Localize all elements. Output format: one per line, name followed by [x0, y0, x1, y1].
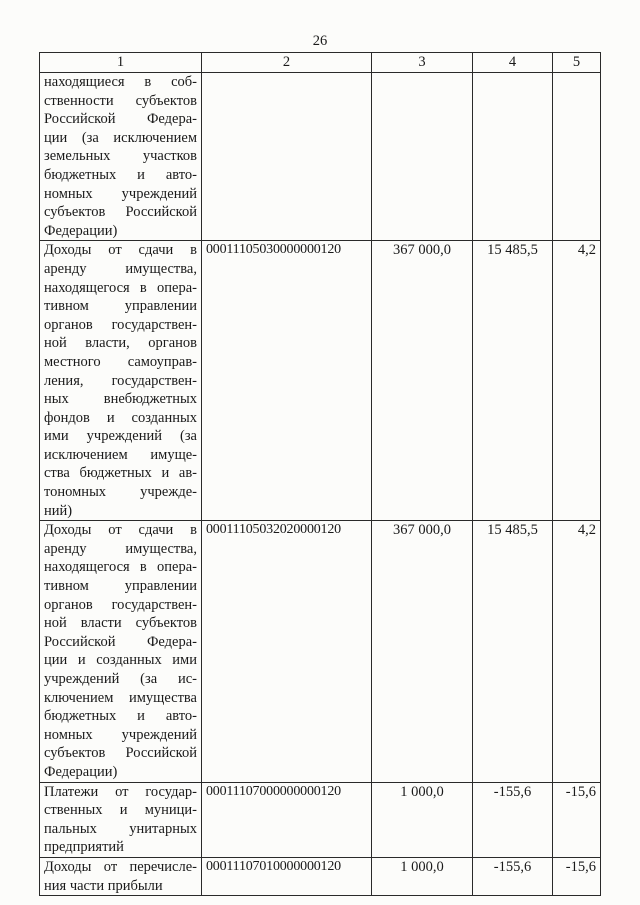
column-header: 4 [473, 53, 553, 73]
description-line: ния части прибыли [44, 877, 163, 894]
description-line: ной власти субъектов [44, 615, 197, 632]
plan-value-cell: 367 000,0 [372, 241, 473, 521]
description-line: предприятий [44, 839, 124, 856]
description-line: тивном управлении [44, 298, 197, 315]
description-line: органов государствен- [44, 316, 197, 333]
description-line: аренду имущества, [44, 540, 197, 557]
budget-code-cell: 00011105032020000120 [202, 521, 372, 782]
budget-table [39, 52, 601, 896]
row-description [40, 73, 202, 241]
budget-code-cell: 00011105030000000120 [202, 241, 372, 521]
description-line: ключением имущества [44, 689, 197, 706]
description-line: бюджетных и авто- [44, 708, 197, 725]
row-description [40, 241, 202, 521]
row-description [40, 782, 202, 857]
percent-cell: 4,2 [553, 521, 601, 782]
description-line: субъектов Российской [44, 204, 197, 221]
budget-code-cell [202, 73, 372, 241]
page-number: 26 [312, 33, 328, 49]
percent-cell: -15,6 [553, 782, 601, 857]
table-row [40, 782, 601, 857]
column-header: 1 [40, 53, 202, 73]
description-line: Доходы от сдачи в [44, 522, 197, 539]
description-line: ства бюджетных и ав- [44, 465, 197, 482]
actual-value-cell: -155,6 [473, 857, 553, 895]
plan-value-cell: 1 000,0 [372, 782, 473, 857]
description-line: аренду имущества, [44, 260, 197, 277]
row-description [40, 521, 202, 782]
description-line: фондов и созданных [44, 409, 197, 426]
description-line: номных учреждений [44, 726, 197, 743]
description-line: находящегося в опера- [44, 279, 197, 296]
description-line: земельных участков [44, 148, 197, 165]
description-line: Платежи от государ- [44, 783, 197, 800]
plan-value-cell: 1 000,0 [372, 857, 473, 895]
description-line: Федерации) [44, 222, 118, 239]
table-row [40, 241, 601, 521]
description-line: ных внебюджетных [44, 391, 197, 408]
table-row [40, 857, 601, 895]
column-header: 5 [553, 53, 601, 73]
row-description [40, 857, 202, 895]
percent-cell [553, 73, 601, 241]
column-header: 3 [372, 53, 473, 73]
description-line: тономных учрежде- [44, 484, 197, 501]
table-row [40, 73, 601, 241]
description-line: местного самоуправ- [44, 353, 197, 370]
actual-value-cell: 15 485,5 [473, 241, 553, 521]
budget-code-cell: 00011107000000000120 [202, 782, 372, 857]
description-line: Российской Федера- [44, 633, 197, 650]
description-line: тивном управлении [44, 578, 197, 595]
description-line: органов государствен- [44, 596, 197, 613]
plan-value-cell: 367 000,0 [372, 521, 473, 782]
description-line: Доходы от сдачи в [44, 242, 197, 259]
description-line: ления, государствен- [44, 372, 197, 389]
actual-value-cell: -155,6 [473, 782, 553, 857]
description-line: ственности субъектов [44, 92, 197, 109]
description-line: находящегося в опера- [44, 559, 197, 576]
description-line: ими учреждений (за [44, 428, 197, 445]
description-line: ний) [44, 502, 73, 519]
description-line: ции и созданных ими [44, 652, 197, 669]
description-line: субъектов Российской [44, 745, 197, 762]
description-line: ственных и муници- [44, 802, 197, 819]
description-line: Федерации) [44, 763, 118, 780]
percent-cell: 4,2 [553, 241, 601, 521]
description-line: Доходы от перечисле- [44, 858, 197, 875]
description-line: бюджетных и авто- [44, 166, 197, 183]
table-row [40, 521, 601, 782]
description-line: номных учреждений [44, 185, 197, 202]
description-line: исключением имуще- [44, 446, 197, 463]
description-line: ции (за исключением [44, 129, 197, 146]
description-line: учреждений (за ис- [44, 671, 197, 687]
description-line: ной власти, органов [44, 335, 197, 352]
description-line: находящиеся в соб- [44, 74, 197, 90]
actual-value-cell: 15 485,5 [473, 521, 553, 782]
plan-value-cell [372, 73, 473, 241]
description-line: Российской Федера- [44, 111, 197, 128]
column-header: 2 [202, 53, 372, 73]
column-number-row [40, 53, 601, 73]
description-line: пальных унитарных [44, 820, 197, 837]
budget-code-cell: 00011107010000000120 [202, 857, 372, 895]
actual-value-cell [473, 73, 553, 241]
percent-cell: -15,6 [553, 857, 601, 895]
